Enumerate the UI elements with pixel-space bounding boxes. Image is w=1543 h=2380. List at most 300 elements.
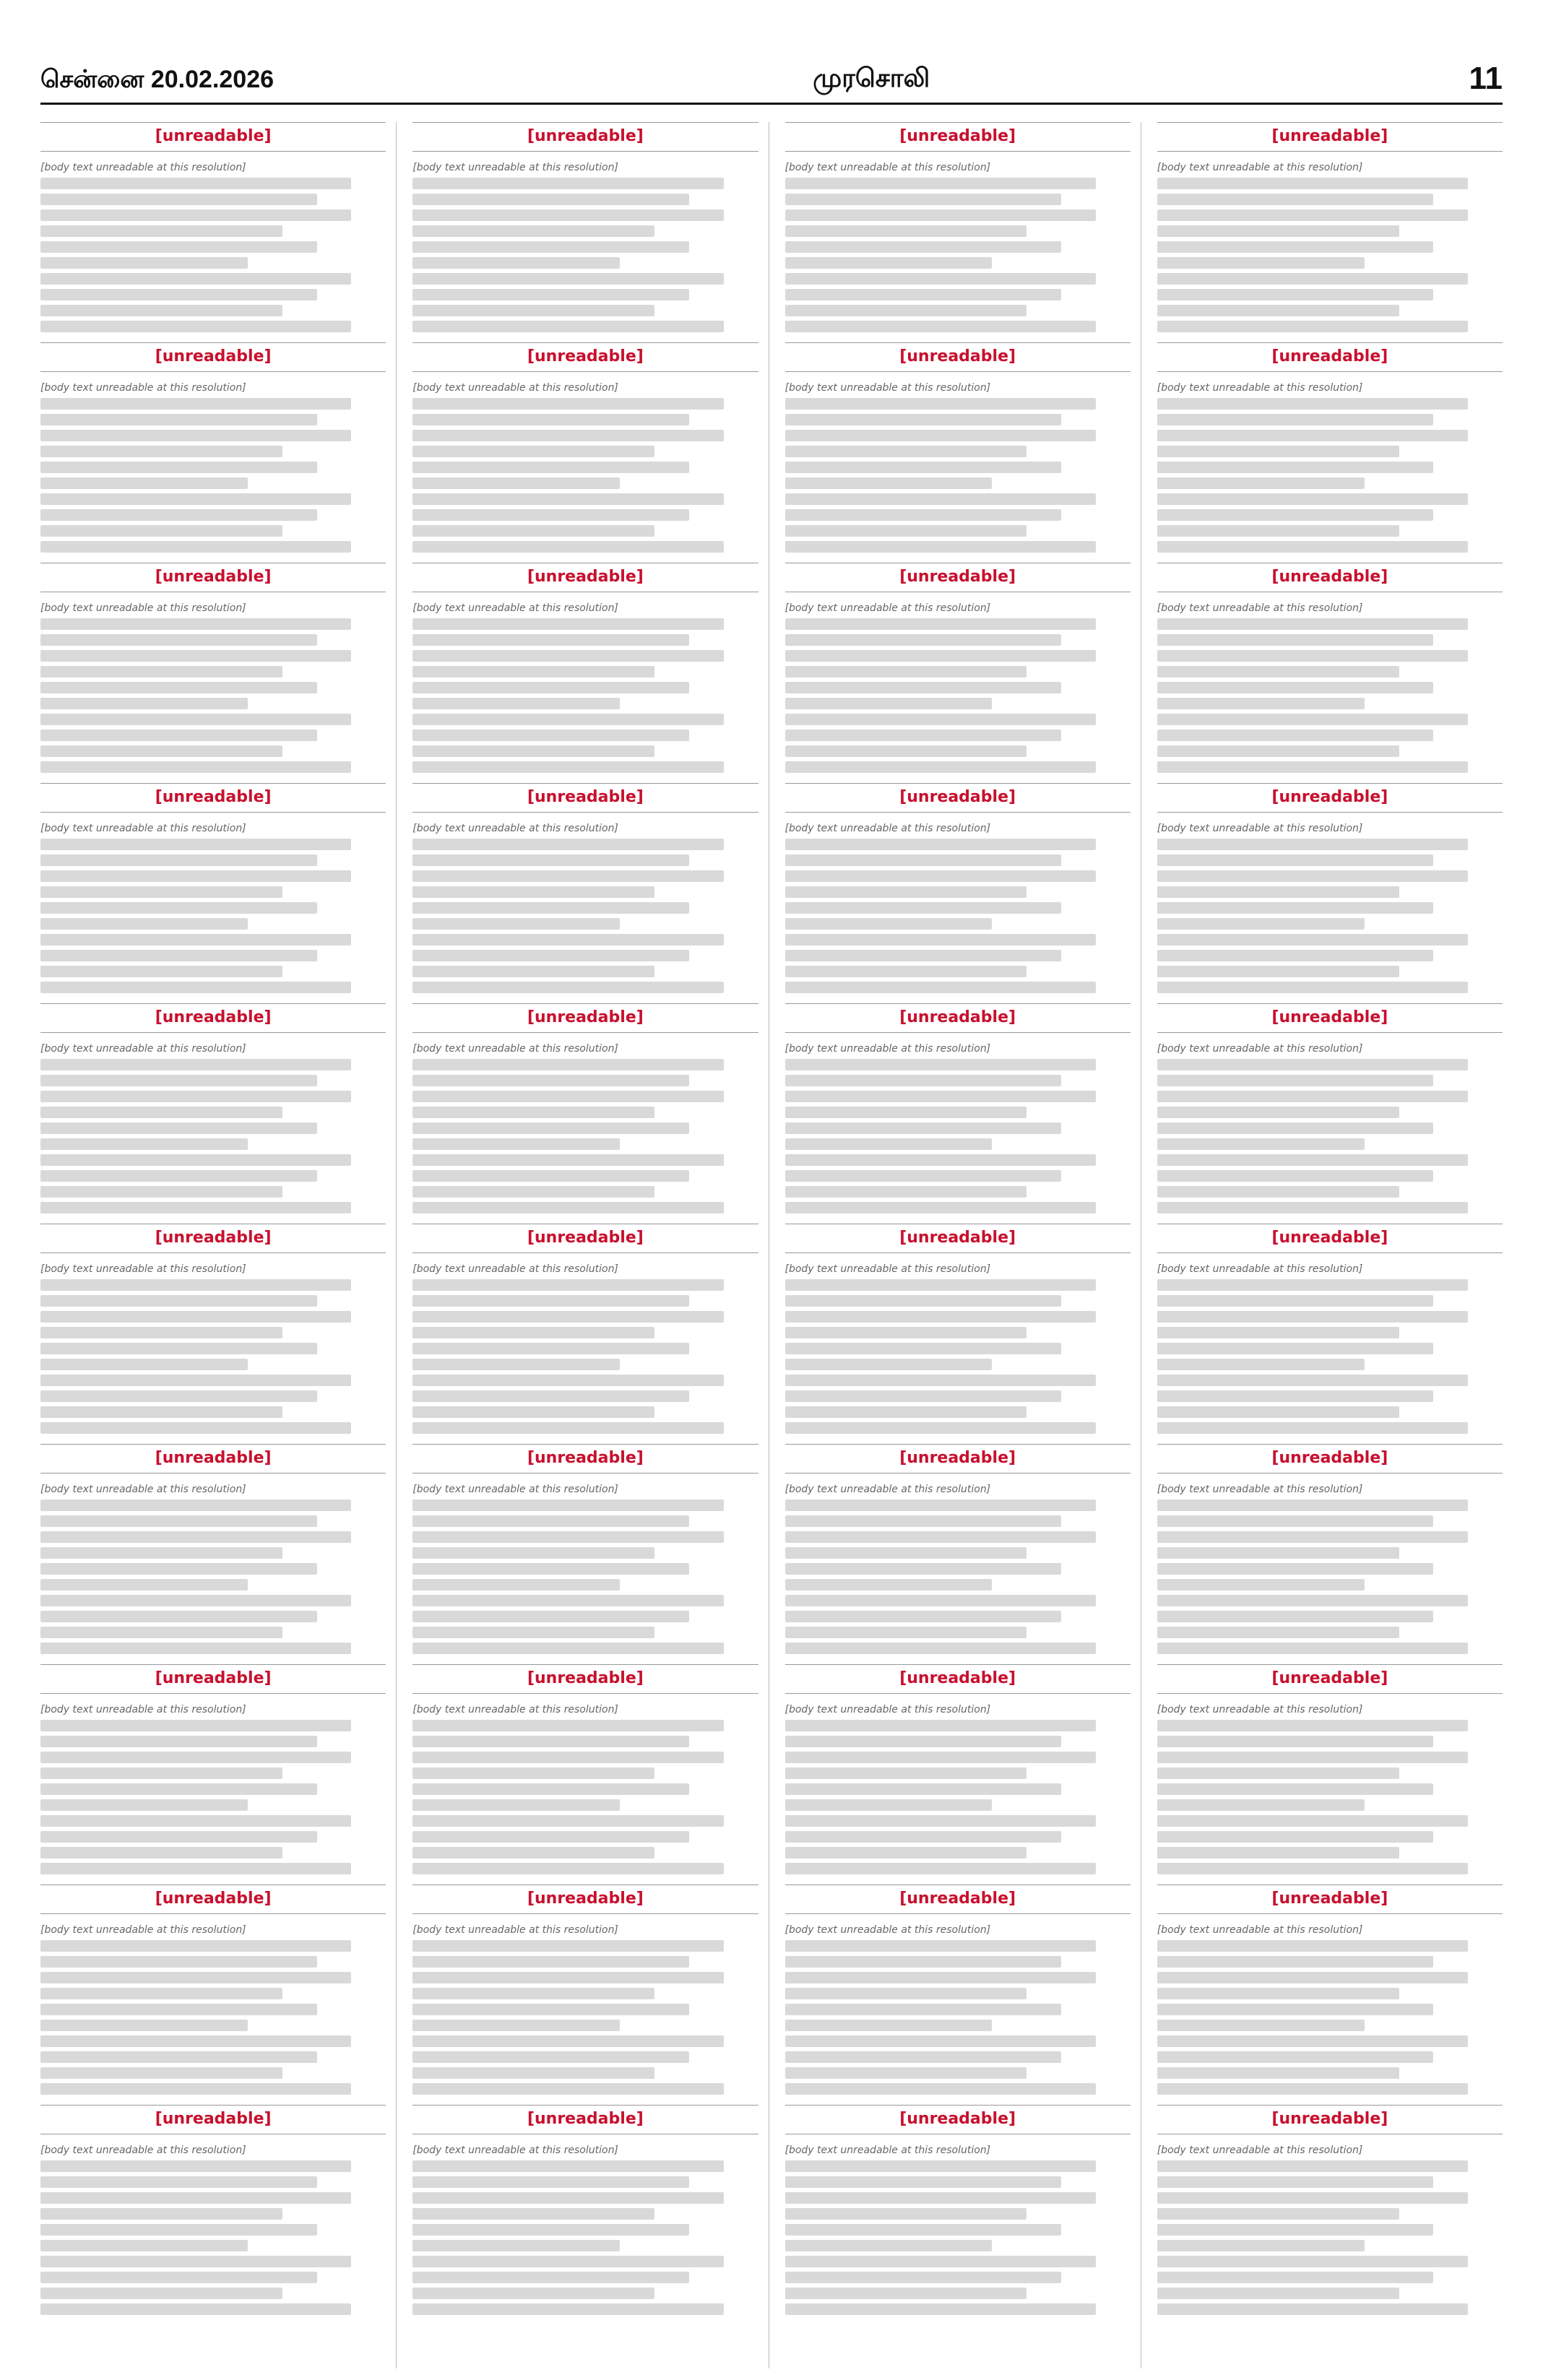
- text-line-placeholder: [1157, 1720, 1468, 1731]
- text-line-placeholder: [40, 2160, 351, 2172]
- text-line-placeholder: [40, 2272, 317, 2283]
- text-line-placeholder: [40, 682, 317, 693]
- text-line-placeholder: [785, 1327, 1027, 1338]
- section-heading: [unreadable]: [1157, 2105, 1503, 2134]
- text-line-placeholder: [412, 1815, 723, 1827]
- text-line-placeholder: [785, 477, 993, 489]
- text-line-placeholder: [40, 462, 317, 473]
- text-line-placeholder: [785, 1359, 993, 1370]
- text-line-placeholder: [40, 1327, 282, 1338]
- text-line-placeholder: [1157, 1531, 1468, 1543]
- text-line-placeholder: [1157, 1563, 1434, 1575]
- text-line-placeholder: [785, 2176, 1062, 2188]
- text-line-placeholder: [1157, 1279, 1468, 1291]
- unreadable-note: [body text unreadable at this resolution]: [40, 602, 246, 614]
- text-line-placeholder: [412, 1627, 654, 1638]
- section-heading: [unreadable]: [412, 1664, 758, 1694]
- text-line-placeholder: [412, 1422, 723, 1434]
- text-line-placeholder: [40, 2288, 282, 2299]
- text-line-placeholder: [412, 1375, 723, 1386]
- section-body: [40, 162, 386, 332]
- unreadable-note: [body text unreadable at this resolution]: [1157, 2145, 1363, 2156]
- section-body: [40, 1484, 386, 1654]
- text-line-placeholder: [785, 462, 1062, 473]
- text-line-placeholder: [1157, 1736, 1434, 1747]
- text-line-placeholder: [40, 1783, 317, 1795]
- text-line-placeholder: [1157, 509, 1434, 521]
- unreadable-note: [body text unreadable at this resolution]: [1157, 1924, 1363, 1936]
- text-line-placeholder: [1157, 2035, 1468, 2047]
- text-line-placeholder: [785, 870, 1096, 882]
- text-line-placeholder: [40, 1720, 351, 1731]
- unreadable-note: [body text unreadable at this resolution]: [1157, 1263, 1363, 1275]
- text-line-placeholder: [412, 745, 654, 757]
- text-line-placeholder: [412, 241, 689, 253]
- text-line-placeholder: [412, 886, 654, 898]
- unreadable-note: [body text unreadable at this resolution]: [412, 1924, 618, 1936]
- unreadable-note: [body text unreadable at this resolution]: [785, 1924, 991, 1936]
- text-line-placeholder: [40, 178, 351, 189]
- text-line-placeholder: [412, 225, 654, 237]
- unreadable-note: [body text unreadable at this resolution]: [785, 1043, 991, 1055]
- text-line-placeholder: [1157, 1815, 1468, 1827]
- text-line-placeholder: [40, 2303, 351, 2315]
- text-line-placeholder: [412, 1202, 723, 1213]
- section-body: [1157, 1263, 1503, 1434]
- section-body: [40, 2145, 386, 2315]
- text-line-placeholder: [785, 2288, 1027, 2299]
- text-line-placeholder: [412, 902, 689, 914]
- text-line-placeholder: [412, 634, 689, 646]
- text-line-placeholder: [412, 2240, 620, 2251]
- text-line-placeholder: [40, 1863, 351, 1874]
- section-body: [412, 1704, 758, 1874]
- text-line-placeholder: [1157, 1643, 1468, 1654]
- text-line-placeholder: [1157, 682, 1434, 693]
- text-line-placeholder: [1157, 2303, 1468, 2315]
- text-line-placeholder: [1157, 950, 1434, 961]
- section-heading: [unreadable]: [1157, 1224, 1503, 1253]
- text-line-placeholder: [785, 666, 1027, 678]
- text-line-placeholder: [412, 1563, 689, 1575]
- unreadable-note: [body text unreadable at this resolution]: [412, 2145, 618, 2156]
- text-line-placeholder: [412, 2176, 689, 2188]
- text-line-placeholder: [785, 209, 1096, 221]
- section-heading: [unreadable]: [412, 783, 758, 813]
- text-line-placeholder: [1157, 1988, 1399, 1999]
- text-line-placeholder: [785, 714, 1096, 725]
- text-line-placeholder: [785, 2272, 1062, 2283]
- text-line-placeholder: [40, 1956, 317, 1968]
- column-1: [40, 122, 397, 2368]
- text-line-placeholder: [412, 477, 620, 489]
- text-line-placeholder: [412, 1783, 689, 1795]
- text-line-placeholder: [40, 321, 351, 332]
- section-heading: [unreadable]: [785, 783, 1131, 813]
- text-line-placeholder: [785, 1972, 1096, 1983]
- section-body: [1157, 382, 1503, 553]
- column-2: [412, 122, 769, 2368]
- text-line-placeholder: [412, 321, 723, 332]
- text-line-placeholder: [785, 634, 1062, 646]
- text-line-placeholder: [785, 1138, 993, 1150]
- text-line-placeholder: [40, 666, 282, 678]
- text-line-placeholder: [785, 2192, 1096, 2204]
- text-line-placeholder: [412, 2303, 723, 2315]
- text-line-placeholder: [785, 1988, 1027, 1999]
- section-heading: [unreadable]: [40, 1884, 386, 1914]
- text-line-placeholder: [412, 1390, 689, 1402]
- text-line-placeholder: [412, 1940, 723, 1952]
- unreadable-note: [body text unreadable at this resolution]: [1157, 1043, 1363, 1055]
- text-line-placeholder: [40, 745, 282, 757]
- text-line-placeholder: [1157, 1406, 1399, 1418]
- text-line-placeholder: [1157, 194, 1434, 205]
- section-body: [1157, 162, 1503, 332]
- text-line-placeholder: [1157, 1595, 1468, 1606]
- section-body: [412, 602, 758, 773]
- text-line-placeholder: [412, 541, 723, 553]
- text-line-placeholder: [412, 1295, 689, 1307]
- text-line-placeholder: [40, 2083, 351, 2095]
- text-line-placeholder: [1157, 1767, 1399, 1779]
- text-line-placeholder: [40, 2051, 317, 2063]
- text-line-placeholder: [1157, 650, 1468, 662]
- text-line-placeholder: [412, 1847, 654, 1858]
- text-line-placeholder: [785, 902, 1062, 914]
- text-line-placeholder: [412, 2083, 723, 2095]
- text-line-placeholder: [1157, 761, 1468, 773]
- text-line-placeholder: [40, 1138, 248, 1150]
- text-line-placeholder: [785, 730, 1062, 741]
- text-line-placeholder: [40, 1611, 317, 1622]
- text-line-placeholder: [785, 241, 1062, 253]
- text-line-placeholder: [412, 1186, 654, 1198]
- text-line-placeholder: [412, 934, 723, 945]
- text-line-placeholder: [40, 398, 351, 410]
- text-line-placeholder: [1157, 1972, 1468, 1983]
- text-line-placeholder: [785, 1627, 1027, 1638]
- text-line-placeholder: [412, 1547, 654, 1559]
- text-line-placeholder: [412, 2208, 654, 2220]
- text-line-placeholder: [785, 321, 1096, 332]
- text-line-placeholder: [785, 2020, 993, 2031]
- section-heading: [unreadable]: [412, 122, 758, 152]
- text-line-placeholder: [785, 1720, 1096, 1731]
- text-line-placeholder: [1157, 2272, 1434, 2283]
- section-heading: [unreadable]: [40, 122, 386, 152]
- text-line-placeholder: [1157, 966, 1399, 977]
- text-line-placeholder: [785, 745, 1027, 757]
- text-line-placeholder: [785, 1752, 1096, 1763]
- unreadable-note: [body text unreadable at this resolution]: [785, 2145, 991, 2156]
- text-line-placeholder: [1157, 1311, 1468, 1323]
- text-line-placeholder: [785, 2067, 1027, 2079]
- text-line-placeholder: [785, 618, 1096, 630]
- section-body: [1157, 1704, 1503, 1874]
- text-line-placeholder: [785, 1643, 1096, 1654]
- text-line-placeholder: [40, 477, 248, 489]
- section-body: [785, 1484, 1131, 1654]
- unreadable-note: [body text unreadable at this resolution]: [1157, 162, 1363, 173]
- section-body: [412, 162, 758, 332]
- text-line-placeholder: [785, 839, 1096, 850]
- text-line-placeholder: [412, 1752, 723, 1763]
- text-line-placeholder: [412, 2288, 654, 2299]
- text-line-placeholder: [40, 1375, 351, 1386]
- text-line-placeholder: [412, 414, 689, 425]
- text-line-placeholder: [40, 761, 351, 773]
- text-line-placeholder: [1157, 414, 1434, 425]
- section-body: [785, 1263, 1131, 1434]
- text-line-placeholder: [412, 2020, 620, 2031]
- text-line-placeholder: [40, 1186, 282, 1198]
- unreadable-note: [body text unreadable at this resolution]: [785, 823, 991, 834]
- unreadable-note: [body text unreadable at this resolution]: [1157, 1484, 1363, 1495]
- text-line-placeholder: [785, 1611, 1062, 1622]
- text-line-placeholder: [412, 1611, 689, 1622]
- text-line-placeholder: [1157, 982, 1468, 993]
- text-line-placeholder: [1157, 1138, 1365, 1150]
- section-body: [40, 1704, 386, 1874]
- section-heading: [unreadable]: [785, 1664, 1131, 1694]
- text-line-placeholder: [1157, 1122, 1434, 1134]
- text-line-placeholder: [412, 1406, 654, 1418]
- text-line-placeholder: [785, 225, 1027, 237]
- text-line-placeholder: [412, 430, 723, 441]
- unreadable-note: [body text unreadable at this resolution]: [412, 382, 618, 394]
- section-heading: [unreadable]: [1157, 1003, 1503, 1033]
- unreadable-note: [body text unreadable at this resolution]: [40, 1924, 246, 1936]
- text-line-placeholder: [412, 398, 723, 410]
- section-body: [785, 1043, 1131, 1213]
- text-line-placeholder: [1157, 257, 1365, 269]
- text-line-placeholder: [40, 650, 351, 662]
- text-line-placeholder: [40, 273, 351, 285]
- text-line-placeholder: [1157, 714, 1468, 725]
- text-line-placeholder: [785, 1515, 1062, 1527]
- text-line-placeholder: [40, 2067, 282, 2079]
- text-line-placeholder: [785, 2303, 1096, 2315]
- unreadable-note: [body text unreadable at this resolution]: [1157, 1704, 1363, 1715]
- text-line-placeholder: [785, 1154, 1096, 1166]
- text-line-placeholder: [1157, 1295, 1434, 1307]
- text-line-placeholder: [412, 1122, 689, 1134]
- text-line-placeholder: [40, 1091, 351, 1102]
- text-line-placeholder: [785, 761, 1096, 773]
- text-line-placeholder: [785, 2035, 1096, 2047]
- text-line-placeholder: [40, 1972, 351, 1983]
- section-heading: [unreadable]: [1157, 1664, 1503, 1694]
- text-line-placeholder: [40, 698, 248, 709]
- text-line-placeholder: [1157, 209, 1468, 221]
- text-line-placeholder: [40, 730, 317, 741]
- date-line: சென்னை 20.02.2026: [40, 66, 275, 93]
- unreadable-note: [body text unreadable at this resolution]: [40, 382, 246, 394]
- text-line-placeholder: [1157, 934, 1468, 945]
- section-body: [40, 382, 386, 553]
- section-body: [1157, 1484, 1503, 1654]
- text-line-placeholder: [412, 1595, 723, 1606]
- section-body: [785, 1704, 1131, 1874]
- section-heading: [unreadable]: [1157, 1444, 1503, 1474]
- text-line-placeholder: [785, 2160, 1096, 2172]
- section-body: [785, 602, 1131, 773]
- text-line-placeholder: [40, 1279, 351, 1291]
- text-line-placeholder: [412, 1311, 723, 1323]
- text-line-placeholder: [785, 178, 1096, 189]
- text-line-placeholder: [785, 2224, 1062, 2236]
- text-line-placeholder: [40, 1736, 317, 1747]
- text-line-placeholder: [1157, 918, 1365, 930]
- unreadable-note: [body text unreadable at this resolution]: [785, 602, 991, 614]
- section-heading: [unreadable]: [412, 1444, 758, 1474]
- unreadable-note: [body text unreadable at this resolution]: [785, 382, 991, 394]
- text-line-placeholder: [40, 2256, 351, 2267]
- column-4: [1157, 122, 1503, 2368]
- section-body: [412, 1263, 758, 1434]
- text-line-placeholder: [785, 1091, 1096, 1102]
- text-line-placeholder: [1157, 2192, 1468, 2204]
- text-line-placeholder: [785, 1107, 1027, 1118]
- text-line-placeholder: [40, 1515, 317, 1527]
- text-line-placeholder: [40, 194, 317, 205]
- text-line-placeholder: [1157, 854, 1434, 866]
- text-line-placeholder: [1157, 1359, 1365, 1370]
- text-line-placeholder: [40, 1202, 351, 1213]
- section-heading: [unreadable]: [412, 1224, 758, 1253]
- text-line-placeholder: [412, 761, 723, 773]
- section-heading: [unreadable]: [40, 2105, 386, 2134]
- text-line-placeholder: [412, 1579, 620, 1591]
- text-line-placeholder: [1157, 321, 1468, 332]
- column-3: [785, 122, 1141, 2368]
- text-line-placeholder: [785, 1767, 1027, 1779]
- section-body: [785, 1924, 1131, 2095]
- unreadable-note: [body text unreadable at this resolution]: [412, 162, 618, 173]
- text-line-placeholder: [1157, 1752, 1468, 1763]
- text-line-placeholder: [785, 2240, 993, 2251]
- text-line-placeholder: [40, 2192, 351, 2204]
- text-line-placeholder: [412, 462, 689, 473]
- text-line-placeholder: [785, 1579, 993, 1591]
- text-line-placeholder: [412, 1500, 723, 1511]
- text-line-placeholder: [40, 541, 351, 553]
- text-line-placeholder: [412, 1343, 689, 1354]
- text-line-placeholder: [1157, 1170, 1434, 1182]
- text-line-placeholder: [40, 1295, 317, 1307]
- section-heading: [unreadable]: [785, 563, 1131, 592]
- text-line-placeholder: [785, 918, 993, 930]
- section-heading: [unreadable]: [40, 783, 386, 813]
- text-line-placeholder: [412, 257, 620, 269]
- unreadable-note: [body text unreadable at this resolution]: [40, 1043, 246, 1055]
- text-line-placeholder: [412, 289, 689, 300]
- unreadable-note: [body text unreadable at this resolution]: [40, 1484, 246, 1495]
- section-body: [412, 2145, 758, 2315]
- text-line-placeholder: [785, 1783, 1062, 1795]
- section-body: [412, 823, 758, 993]
- text-line-placeholder: [412, 1831, 689, 1843]
- section-body: [412, 1924, 758, 2095]
- unreadable-note: [body text unreadable at this resolution]: [1157, 823, 1363, 834]
- text-line-placeholder: [412, 1972, 723, 1983]
- text-line-placeholder: [40, 1154, 351, 1166]
- section-heading: [unreadable]: [40, 1224, 386, 1253]
- text-line-placeholder: [785, 1059, 1096, 1070]
- text-line-placeholder: [785, 1531, 1096, 1543]
- text-line-placeholder: [412, 2192, 723, 2204]
- text-line-placeholder: [785, 2083, 1096, 2095]
- section-body: [1157, 1043, 1503, 1213]
- unreadable-note: [body text unreadable at this resolution]: [785, 1484, 991, 1495]
- text-line-placeholder: [785, 1311, 1096, 1323]
- text-line-placeholder: [1157, 902, 1434, 914]
- section-heading: [unreadable]: [1157, 783, 1503, 813]
- text-line-placeholder: [40, 934, 351, 945]
- section-body: [40, 1924, 386, 2095]
- text-line-placeholder: [785, 1186, 1027, 1198]
- text-line-placeholder: [785, 1122, 1062, 1134]
- text-line-placeholder: [40, 870, 351, 882]
- text-line-placeholder: [1157, 541, 1468, 553]
- text-line-placeholder: [785, 2004, 1062, 2015]
- text-line-placeholder: [1157, 2067, 1399, 2079]
- text-line-placeholder: [412, 918, 620, 930]
- text-line-placeholder: [1157, 1547, 1399, 1559]
- text-line-placeholder: [412, 2272, 689, 2283]
- text-line-placeholder: [40, 1422, 351, 1434]
- text-line-placeholder: [785, 1595, 1096, 1606]
- text-line-placeholder: [1157, 1202, 1468, 1213]
- text-line-placeholder: [40, 1595, 351, 1606]
- text-line-placeholder: [1157, 398, 1468, 410]
- section-heading: [unreadable]: [40, 1664, 386, 1694]
- text-line-placeholder: [40, 1359, 248, 1370]
- section-heading: [unreadable]: [1157, 1884, 1503, 1914]
- text-line-placeholder: [1157, 273, 1468, 285]
- text-line-placeholder: [785, 1547, 1027, 1559]
- text-line-placeholder: [40, 1311, 351, 1323]
- text-line-placeholder: [40, 1799, 248, 1811]
- text-line-placeholder: [40, 714, 351, 725]
- text-line-placeholder: [412, 1799, 620, 1811]
- unreadable-note: [body text unreadable at this resolution]: [412, 1043, 618, 1055]
- section-body: [785, 2145, 1131, 2315]
- section-body: [40, 1043, 386, 1213]
- text-line-placeholder: [40, 1767, 282, 1779]
- section-body: [785, 823, 1131, 993]
- unreadable-note: [body text unreadable at this resolution]: [412, 602, 618, 614]
- text-line-placeholder: [1157, 225, 1399, 237]
- text-line-placeholder: [785, 886, 1027, 898]
- text-line-placeholder: [412, 1279, 723, 1291]
- section-body: [785, 162, 1131, 332]
- text-line-placeholder: [40, 982, 351, 993]
- text-line-placeholder: [40, 289, 317, 300]
- text-line-placeholder: [785, 1956, 1062, 1968]
- text-line-placeholder: [1157, 1831, 1434, 1843]
- text-line-placeholder: [40, 1563, 317, 1575]
- text-line-placeholder: [412, 2160, 723, 2172]
- text-line-placeholder: [785, 1815, 1096, 1827]
- text-line-placeholder: [1157, 1579, 1365, 1591]
- text-line-placeholder: [412, 1138, 620, 1150]
- text-line-placeholder: [412, 525, 654, 537]
- text-line-placeholder: [40, 509, 317, 521]
- text-line-placeholder: [1157, 886, 1399, 898]
- text-line-placeholder: [1157, 289, 1434, 300]
